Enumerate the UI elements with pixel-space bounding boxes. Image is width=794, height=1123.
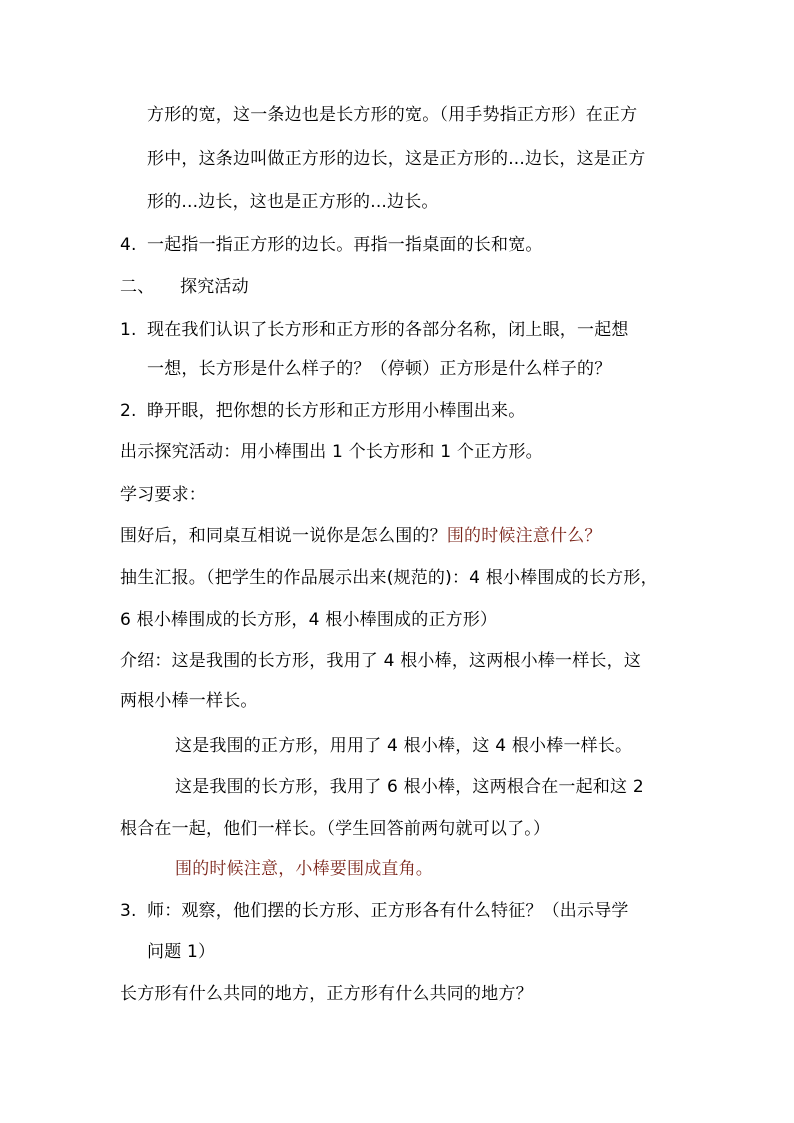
list-item-4 xyxy=(120,234,543,256)
paragraph-line: 问题 1） xyxy=(147,942,216,962)
list-number: 1. xyxy=(120,320,137,340)
list-item-text: 师：观察，他们摆的长方形、正方形各有什么特征？（出示导学 xyxy=(147,901,629,921)
paragraph-line: 这是我围的长方形，我用了 6 根小棒，这两根合在一起和这 2 xyxy=(175,777,644,797)
list-item-3 xyxy=(120,900,629,922)
paragraph-line: 形的...边长，这也是正方形的...边长。 xyxy=(147,192,439,212)
paragraph-line: 两根小棒一样长。 xyxy=(120,691,258,711)
requirement-line xyxy=(120,525,602,547)
list-item-text: 一起指一指正方形的边长。再指一指桌面的长和宽。 xyxy=(147,235,543,255)
section-number: 二、 xyxy=(120,277,155,297)
paragraph-line: 介绍：这是我围的长方形，我用了 4 根小棒，这两根小棒一样长，这 xyxy=(120,651,642,671)
requirement-label: 学习要求： xyxy=(120,485,206,505)
list-number: 2. xyxy=(120,401,137,421)
list-item-2 xyxy=(120,400,525,422)
list-number: 3. xyxy=(120,901,137,921)
section-title: 探究活动 xyxy=(180,277,249,297)
list-item-text: 睁开眼，把你想的长方形和正方形用小棒围出来。 xyxy=(147,401,526,421)
paragraph-line: 方形的宽，这一条边也是长方形的宽。（用手势指正方形）在正方 xyxy=(147,105,638,125)
paragraph-line: 6 根小棒围成的长方形，4 根小棒围成的正方形） xyxy=(120,610,498,630)
paragraph-line: 形中，这条边叫做正方形的边长，这是正方形的...边长，这是正方 xyxy=(147,149,646,169)
list-number: 4. xyxy=(120,235,137,255)
list-item-1 xyxy=(120,319,629,341)
paragraph-line: 这是我围的正方形，用用了 4 根小棒，这 4 根小棒一样长。 xyxy=(175,736,633,756)
paragraph-line: 一想，长方形是什么样子的？（停顿）正方形是什么样子的？ xyxy=(147,359,612,379)
paragraph-line: 根合在一起，他们一样长。（学生回答前两句就可以了。） xyxy=(120,819,551,839)
note-line: 围的时候注意，小棒要围成直角。 xyxy=(175,859,433,879)
requirement-text: 围好后，和同桌互相说一说你是怎么围的？ xyxy=(120,526,447,546)
paragraph-line: 抽生汇报。（把学生的作品展示出来(规范的)：4 根小棒围成的长方形， xyxy=(120,568,658,588)
requirement-highlight: 围的时候注意什么？ xyxy=(446,526,602,546)
list-item-text: 现在我们认识了长方形和正方形的各部分名称，闭上眼，一起想 xyxy=(147,320,629,340)
question-line: 长方形有什么共同的地方，正方形有什么共同的地方？ xyxy=(120,984,533,1004)
activity-line: 出示探究活动：用小棒围出 1 个长方形和 1 个正方形。 xyxy=(120,442,543,462)
section-heading xyxy=(120,276,249,298)
